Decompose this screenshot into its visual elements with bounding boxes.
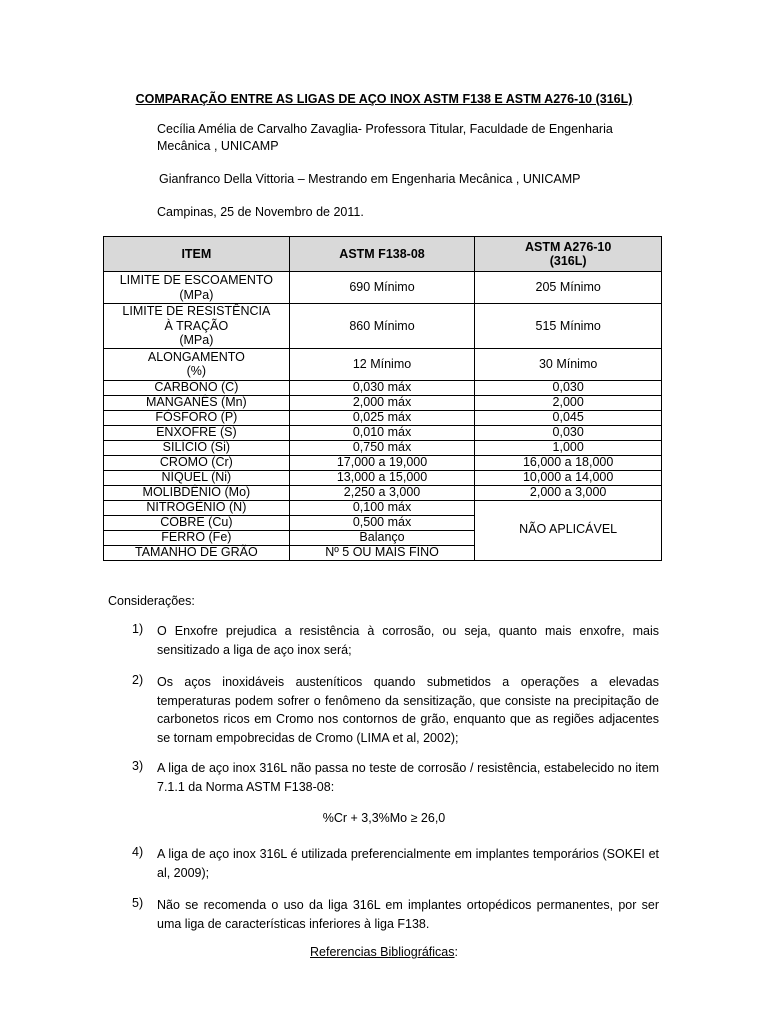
table-row bbox=[104, 304, 662, 349]
item-number: 4) bbox=[132, 845, 144, 859]
references-heading bbox=[0, 945, 768, 959]
row-item-cell: MOLIBDÊNIO (Mo) bbox=[104, 485, 290, 500]
row-a276-cell: 30 Mínimo bbox=[475, 348, 662, 380]
row-a276-cell: 2,000 a 3,000 bbox=[475, 485, 662, 500]
table-row bbox=[104, 440, 662, 455]
row-f138-cell: 0,025 máx bbox=[289, 410, 475, 425]
row-item-cell: FERRO (Fe) bbox=[104, 530, 290, 545]
references-label: Referencias Bibliográficas bbox=[310, 945, 455, 959]
row-item-cell: TAMANHO DE GRÃO bbox=[104, 545, 290, 560]
table-row bbox=[104, 485, 662, 500]
document-title: COMPARAÇÃO ENTRE AS LIGAS DE AÇO INOX ASTM F138 E ASTM A276-10 (316L) bbox=[135, 92, 633, 106]
row-item-cell: CARBONO (C) bbox=[104, 380, 290, 395]
item-text: A liga de aço inox 316L não passa no teste de corrosão / resistência, estabelecido no item 7.1.1 da Norma ASTM F138-08: bbox=[157, 761, 659, 794]
row-f138-cell: 0,010 máx bbox=[289, 425, 475, 440]
row-a276-cell: 0,030 bbox=[475, 380, 662, 395]
comparison-table bbox=[103, 236, 662, 561]
row-item-cell: CROMO (Cr) bbox=[104, 455, 290, 470]
item-text: Os aços inoxidáveis austeníticos quando submetidos a operações a elevadas temperaturas podem sofrer o fenômeno da sensitização, que consiste na precipitação de carbonetos ricos em Cromo nos contornos de grão, enquanto que as regiões adjacentes se tornam empobrecidas de Cromo (LIMA et al, 2002); bbox=[157, 675, 659, 745]
row-f138-cell: 0,750 máx bbox=[289, 440, 475, 455]
row-item-cell: MANGANÊS (Mn) bbox=[104, 395, 290, 410]
row-f138-cell: 860 Mínimo bbox=[289, 304, 475, 349]
row-item-cell: LIMITE DE ESCOAMENTO (MPa) bbox=[104, 272, 290, 304]
row-item-cell: NÍQUEL (Ni) bbox=[104, 470, 290, 485]
table-row bbox=[104, 380, 662, 395]
document-date: Campinas, 25 de Novembro de 2011. bbox=[157, 205, 364, 219]
not-applicable-cell: NÃO APLICÁVEL bbox=[475, 500, 662, 560]
table-row bbox=[104, 455, 662, 470]
row-item-cell: SILÍCIO (Si) bbox=[104, 440, 290, 455]
item-number: 1) bbox=[132, 622, 144, 636]
row-item-cell: NITROGÊNIO (N) bbox=[104, 500, 290, 515]
table-row bbox=[104, 410, 662, 425]
row-f138-cell: 2,000 máx bbox=[289, 395, 475, 410]
header-a276: ASTM A276-10 (316L) bbox=[475, 237, 662, 272]
row-a276-cell: 16,000 a 18,000 bbox=[475, 455, 662, 470]
row-a276-cell: 0,030 bbox=[475, 425, 662, 440]
item-text: Não se recomenda o uso da liga 316L em implantes ortopédicos permanentes, por ser uma liga de características inferiores à liga F138. bbox=[157, 898, 659, 931]
author-1: Cecília Amélia de Carvalho Zavaglia- Professora Titular, Faculdade de Engenharia Mecânica , UNICAMP bbox=[157, 122, 613, 153]
row-item-cell: COBRE (Cu) bbox=[104, 515, 290, 530]
row-item-cell: LIMITE DE RESISTÊNCIA À TRAÇÃO (MPa) bbox=[104, 304, 290, 349]
item-text: O Enxofre prejudica a resistência à corrosão, ou seja, quanto mais enxofre, mais sensitizado a liga de aço inox será; bbox=[157, 624, 659, 657]
row-a276-cell: 515 Mínimo bbox=[475, 304, 662, 349]
corrosion-formula: %Cr + 3,3%Mo ≥ 26,0 bbox=[322, 811, 446, 825]
row-a276-cell: 10,000 a 14,000 bbox=[475, 470, 662, 485]
row-f138-cell: 12 Mínimo bbox=[289, 348, 475, 380]
considerations-heading: Considerações: bbox=[108, 594, 195, 608]
item-number: 3) bbox=[132, 759, 144, 773]
item-number: 5) bbox=[132, 896, 144, 910]
table-row bbox=[104, 470, 662, 485]
table-row bbox=[104, 272, 662, 304]
row-f138-cell: 0,500 máx bbox=[289, 515, 475, 530]
row-f138-cell: 0,030 máx bbox=[289, 380, 475, 395]
author-2: Gianfranco Della Vittoria – Mestrando em Engenharia Mecânica , UNICAMP bbox=[159, 172, 581, 186]
row-a276-cell: 2,000 bbox=[475, 395, 662, 410]
table-row bbox=[104, 500, 662, 515]
row-f138-cell: 2,250 a 3,000 bbox=[289, 485, 475, 500]
header-f138: ASTM F138-08 bbox=[289, 237, 475, 272]
table-row bbox=[104, 348, 662, 380]
row-f138-cell: Nº 5 OU MAIS FINO bbox=[289, 545, 475, 560]
table-header-row bbox=[104, 237, 662, 272]
table-row bbox=[104, 425, 662, 440]
row-a276-cell: 205 Mínimo bbox=[475, 272, 662, 304]
row-f138-cell: 690 Mínimo bbox=[289, 272, 475, 304]
header-item: ITEM bbox=[104, 237, 290, 272]
row-f138-cell: Balanço bbox=[289, 530, 475, 545]
row-f138-cell: 13,000 a 15,000 bbox=[289, 470, 475, 485]
row-item-cell: ALONGAMENTO (%) bbox=[104, 348, 290, 380]
item-number: 2) bbox=[132, 673, 144, 687]
row-f138-cell: 0,100 máx bbox=[289, 500, 475, 515]
row-a276-cell: 1,000 bbox=[475, 440, 662, 455]
row-f138-cell: 17,000 a 19,000 bbox=[289, 455, 475, 470]
item-text: A liga de aço inox 316L é utilizada preferencialmente em implantes temporários (SOKEI et al, 2009); bbox=[157, 847, 659, 880]
row-item-cell: ENXOFRE (S) bbox=[104, 425, 290, 440]
row-a276-cell: 0,045 bbox=[475, 410, 662, 425]
references-colon: : bbox=[454, 945, 458, 959]
table-row bbox=[104, 395, 662, 410]
row-item-cell: FÓSFORO (P) bbox=[104, 410, 290, 425]
